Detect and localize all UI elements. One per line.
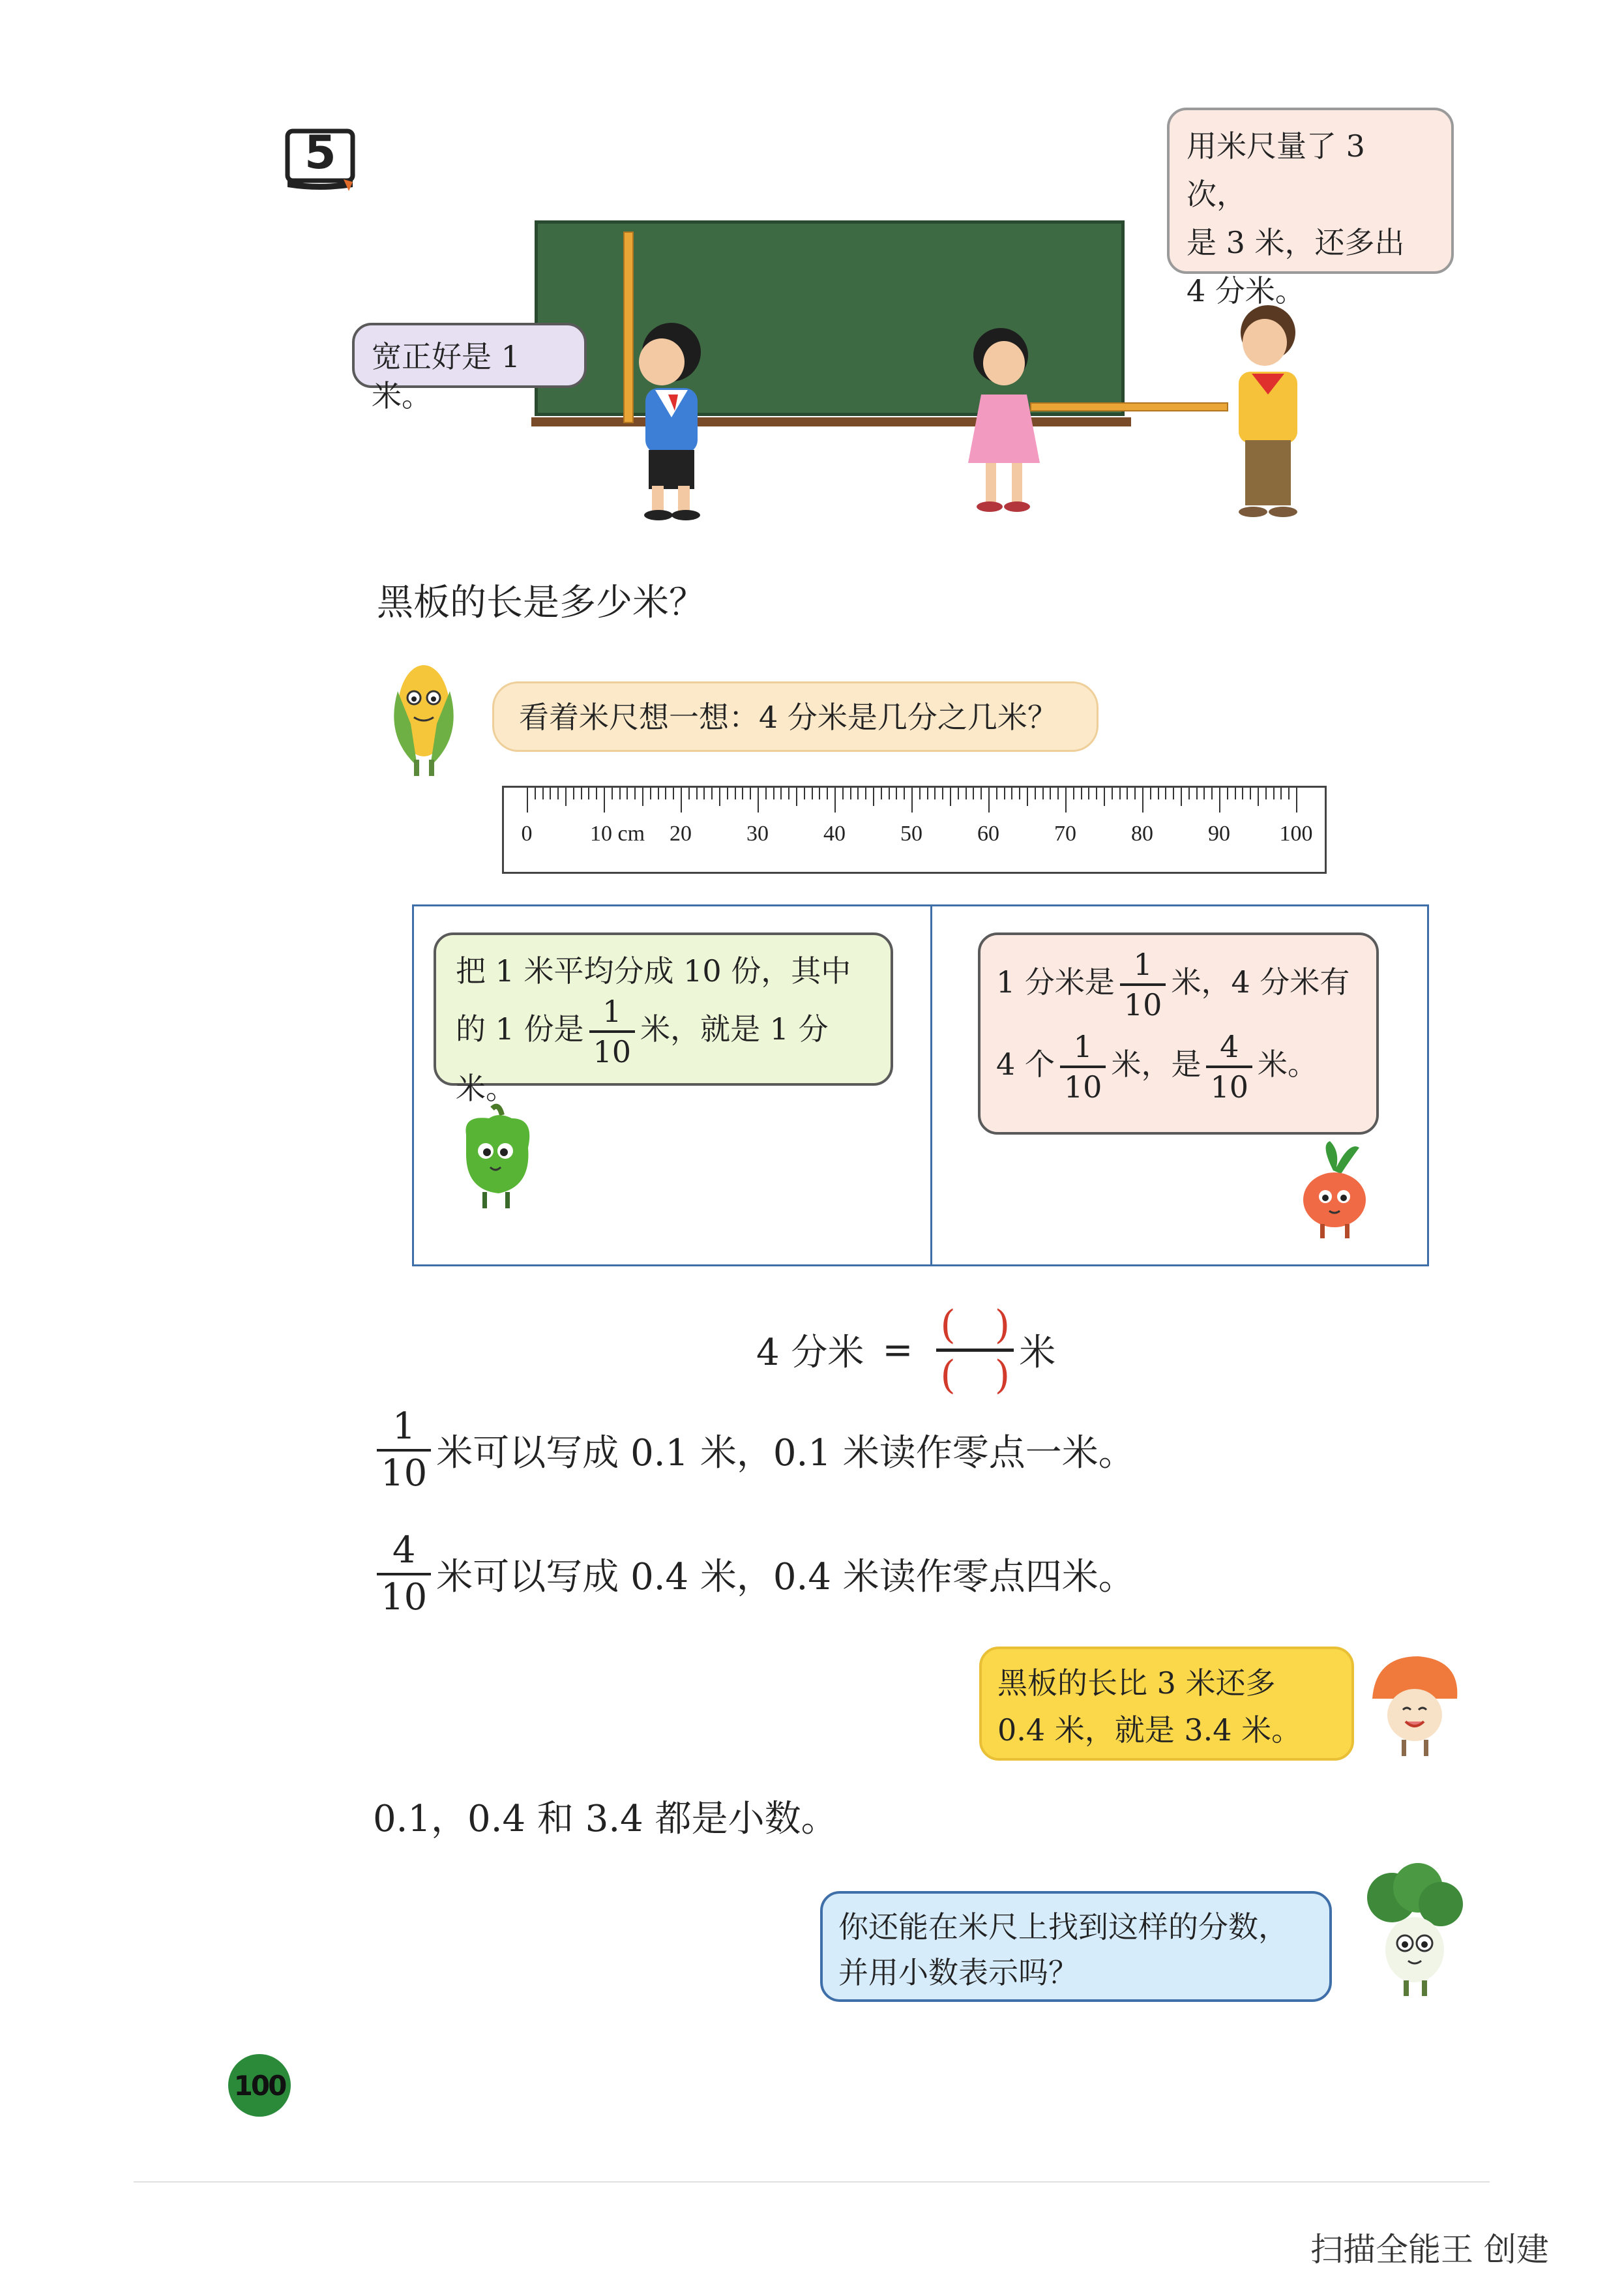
- width-statement: 宽正好是 1 米。: [372, 339, 520, 413]
- ruler-tick: [742, 788, 743, 799]
- ruler-tick: [812, 788, 813, 799]
- corn-character-illustration: [378, 652, 482, 783]
- ruler-tick: [681, 788, 682, 813]
- ruler-tick: [535, 788, 536, 799]
- ruler-tick: [896, 788, 897, 799]
- ruler-tick: [1050, 788, 1051, 799]
- ruler-tick: [1150, 788, 1151, 799]
- right-panel-line1-end: 米，4 分米有: [1171, 964, 1350, 1000]
- ruler-tick: [1196, 788, 1198, 799]
- speech-line-3: 4 分米。: [1187, 273, 1305, 308]
- ruler-tick: [650, 788, 651, 799]
- ruler-tick: [1203, 788, 1205, 799]
- ruler-label: 50: [900, 822, 922, 846]
- ruler-tick: [1104, 788, 1105, 806]
- ruler-tick: [604, 788, 605, 813]
- ruler-ticks: [527, 788, 1296, 814]
- ruler-tick: [1250, 788, 1251, 799]
- blank-numerator[interactable]: ( ): [940, 1302, 1010, 1348]
- question-blackboard-length: 黑板的长是多少米？: [377, 582, 705, 624]
- ruler-label: 10 cm: [589, 822, 645, 846]
- speech-line-2: 是 3 米，还多出: [1187, 225, 1405, 260]
- ruler-tick: [1096, 788, 1097, 799]
- ruler-tick: [1288, 788, 1290, 799]
- fraction-denominator: 10: [381, 1452, 428, 1495]
- ruler-tick: [865, 788, 866, 799]
- ruler-tick: [658, 788, 659, 799]
- girl-illustration: [952, 323, 1063, 518]
- ruler-tick: [889, 788, 890, 799]
- ruler-tick: [550, 788, 551, 799]
- ruler-label: 70: [1054, 822, 1076, 846]
- mushroom-line2: 0.4 米，就是 3.4 米。: [997, 1712, 1302, 1748]
- ruler-label: 100: [1279, 822, 1313, 846]
- left-panel-line2: [456, 996, 871, 1110]
- ruler-tick: [911, 788, 913, 813]
- ruler-label: 30: [746, 822, 769, 846]
- mushroom-line1: 黑板的长比 3 米还多: [997, 1665, 1276, 1701]
- ruler-tick: [881, 788, 882, 799]
- left-panel-line2-end: 米，就是 1 分米。: [456, 1011, 829, 1106]
- ruler-label: 80: [1131, 822, 1153, 846]
- ruler-tick: [750, 788, 751, 799]
- ruler-tick: [735, 788, 736, 799]
- ruler-tick: [1073, 788, 1074, 799]
- speech-bubble-measured-three-times: [1167, 108, 1454, 308]
- ruler-label: 20: [670, 822, 692, 846]
- equation-equals: =: [882, 1328, 913, 1371]
- ruler-tick: [842, 788, 844, 799]
- ruler-tick: [1158, 788, 1159, 799]
- rule-four-tenths-text: 米可以写成 0.4 米，0.4 米读作零点四米。: [436, 1556, 1135, 1598]
- equation-left: 4 分米: [756, 1332, 864, 1374]
- speech-bubble-divide-meter: [434, 932, 893, 1106]
- ruler-tick: [958, 788, 959, 799]
- ruler-tick: [973, 788, 974, 799]
- ruler-tick: [634, 788, 636, 799]
- meter-ruler: [502, 786, 1327, 874]
- ruler-tick: [711, 788, 713, 799]
- ruler-tick: [773, 788, 774, 799]
- fraction-one-tenth-rule: [377, 1405, 431, 1495]
- rule-four-tenths: [377, 1529, 1135, 1618]
- ruler-tick: [950, 788, 951, 806]
- ruler-tick: [1004, 788, 1005, 799]
- ruler-tick: [1019, 788, 1020, 799]
- ruler-tick: [927, 788, 928, 799]
- mushroom-character-illustration: [1363, 1650, 1467, 1761]
- example-number: 5: [304, 126, 336, 179]
- speech-bubble-four-decimeters: [978, 932, 1379, 1135]
- ruler-tick: [1211, 788, 1213, 799]
- blank-denominator[interactable]: ( ): [940, 1352, 1010, 1398]
- ruler-tick: [557, 788, 559, 799]
- right-panel-line1-start: 1 分米是: [996, 964, 1115, 1000]
- right-panel-line2-start: 4 个: [996, 1047, 1055, 1082]
- ruler-tick: [1081, 788, 1082, 799]
- fraction-denominator: 10: [1210, 1069, 1248, 1105]
- ruler-tick: [1265, 788, 1267, 799]
- ruler-tick: [527, 788, 528, 813]
- example-number-badge: [284, 127, 359, 191]
- blank-fraction: [936, 1302, 1014, 1398]
- ruler-labels: [521, 822, 1313, 854]
- left-panel-line1: 把 1 米平均分成 10 份，其中: [456, 953, 851, 989]
- fraction-numerator: 1: [602, 994, 622, 1029]
- ruler-tick: [765, 788, 767, 799]
- rule-one-tenth-text: 米可以写成 0.1 米，0.1 米读作零点一米。: [436, 1432, 1135, 1474]
- radish-character-illustration: [1294, 1138, 1379, 1242]
- ruler-tick: [904, 788, 905, 799]
- ruler-tick: [1235, 788, 1236, 799]
- ruler-tick: [642, 788, 643, 806]
- ruler-tick: [934, 788, 936, 799]
- ruler-tick: [1188, 788, 1190, 799]
- ruler-tick: [1042, 788, 1044, 799]
- right-panel-line2: [996, 1029, 1361, 1105]
- ruler-tick: [1088, 788, 1089, 799]
- speech-bubble-think-ruler: [492, 681, 1099, 752]
- ruler-label: 40: [823, 822, 846, 846]
- ruler-tick: [1057, 788, 1059, 799]
- scanner-watermark: 扫描全能王 创建: [1310, 2231, 1549, 2269]
- ruler-tick: [1242, 788, 1243, 799]
- ruler-tick: [688, 788, 690, 799]
- equation-unit: 米: [1019, 1332, 1056, 1374]
- right-panel-line2-middle: 米，是: [1111, 1047, 1202, 1082]
- boy-with-meter-stick-illustration: [1213, 297, 1323, 525]
- ruler-tick: [1027, 788, 1028, 806]
- ruler-tick: [788, 788, 789, 799]
- ruler-tick: [665, 788, 666, 799]
- ruler-tick: [696, 788, 698, 799]
- ruler-tick: [1112, 788, 1113, 799]
- ruler-tick: [673, 788, 674, 799]
- ruler-tick: [857, 788, 859, 799]
- speech-bubble-find-fractions: [820, 1891, 1332, 2002]
- cabbage-character-illustration: [1353, 1862, 1470, 1999]
- ruler-tick: [703, 788, 705, 799]
- fraction-numerator: 1: [1073, 1029, 1093, 1064]
- ruler-tick: [834, 788, 836, 813]
- ruler-tick: [588, 788, 589, 799]
- ruler-tick: [596, 788, 597, 799]
- fraction-one-tenth-a: [1120, 949, 1166, 1020]
- ruler-tick: [1273, 788, 1275, 799]
- ruler-label: 0: [521, 822, 533, 846]
- ruler-tick: [1296, 788, 1297, 813]
- ruler-tick: [780, 788, 782, 799]
- fraction-one-tenth: [589, 996, 636, 1067]
- ruler-tick: [1227, 788, 1228, 799]
- fraction-denominator: 10: [1123, 987, 1162, 1022]
- fraction-numerator: 1: [392, 1405, 416, 1448]
- footer-divider: [134, 2181, 1490, 2183]
- rule-one-tenth: [377, 1405, 1135, 1495]
- ruler-tick: [542, 788, 544, 799]
- fraction-denominator: 10: [381, 1576, 428, 1618]
- ruler-tick: [796, 788, 797, 806]
- left-panel-line2-start: 的 1 份是: [456, 1011, 584, 1047]
- right-panel-line1: [996, 949, 1361, 1020]
- speech-bubble-three-point-four: [979, 1647, 1354, 1761]
- ruler-tick: [966, 788, 967, 799]
- ruler-tick: [827, 788, 828, 799]
- ruler-tick: [1119, 788, 1121, 799]
- right-panel-line2-end: 米。: [1257, 1047, 1318, 1082]
- page-number: 100: [233, 2069, 286, 2102]
- ruler-tick: [1219, 788, 1220, 813]
- ruler-tick: [1134, 788, 1136, 799]
- ruler-tick: [919, 788, 921, 799]
- ruler-tick: [1173, 788, 1174, 799]
- ruler-tick: [850, 788, 851, 799]
- ruler-label: 90: [1208, 822, 1230, 846]
- fraction-numerator: 4: [392, 1529, 416, 1572]
- panel-divider: [930, 906, 932, 1266]
- cabbage-line2: 并用小数表示吗？: [838, 1955, 1078, 1990]
- ruler-tick: [1142, 788, 1143, 813]
- page-number-badge: [228, 2054, 291, 2117]
- ruler-tick: [1035, 788, 1036, 799]
- ruler-tick: [1258, 788, 1259, 806]
- ruler-tick: [573, 788, 574, 799]
- ruler-tick: [565, 788, 567, 806]
- speech-bubble-width-one-meter: [352, 323, 587, 413]
- ruler-tick: [581, 788, 582, 799]
- pepper-character-illustration: [450, 1102, 548, 1213]
- fraction-four-tenths-rule: [377, 1529, 431, 1618]
- speech-line-1: 用米尺量了 3 次，: [1187, 128, 1365, 212]
- fraction-one-tenth-b: [1060, 1029, 1106, 1105]
- fraction-numerator: 4: [1220, 1029, 1239, 1064]
- ruler-tick: [1181, 788, 1182, 806]
- ruler-tick: [1280, 788, 1282, 799]
- ruler-tick: [1165, 788, 1166, 799]
- ruler-tick: [988, 788, 990, 813]
- ruler-tick: [1011, 788, 1012, 799]
- ruler-tick: [996, 788, 997, 799]
- corn-prompt-text: 看着米尺想一想：4 分米是几分之几米？: [519, 700, 1057, 735]
- decimal-statement: 0.1，0.4 和 3.4 都是小数。: [373, 1798, 838, 1840]
- ruler-tick: [819, 788, 820, 799]
- equation-four-decimeters: [756, 1298, 1055, 1402]
- ruler-tick: [981, 788, 982, 799]
- ruler-tick: [619, 788, 621, 799]
- ruler-label: 60: [977, 822, 999, 846]
- ruler-tick: [612, 788, 613, 799]
- fraction-four-tenths: [1206, 1029, 1252, 1105]
- ruler-tick: [942, 788, 943, 799]
- boy-measuring-width-illustration: [606, 313, 717, 522]
- ruler-tick: [758, 788, 759, 813]
- ruler-tick: [727, 788, 728, 799]
- ruler-tick: [873, 788, 874, 806]
- cabbage-line1: 你还能在米尺上找到这样的分数，: [838, 1909, 1288, 1945]
- ruler-tick: [804, 788, 805, 799]
- ruler-tick: [627, 788, 628, 799]
- ruler-tick: [719, 788, 720, 806]
- fraction-numerator: 1: [1133, 947, 1153, 982]
- ruler-tick: [1065, 788, 1067, 813]
- fraction-denominator: 10: [1063, 1069, 1102, 1105]
- fraction-denominator: 10: [593, 1034, 632, 1069]
- ruler-tick: [1127, 788, 1128, 799]
